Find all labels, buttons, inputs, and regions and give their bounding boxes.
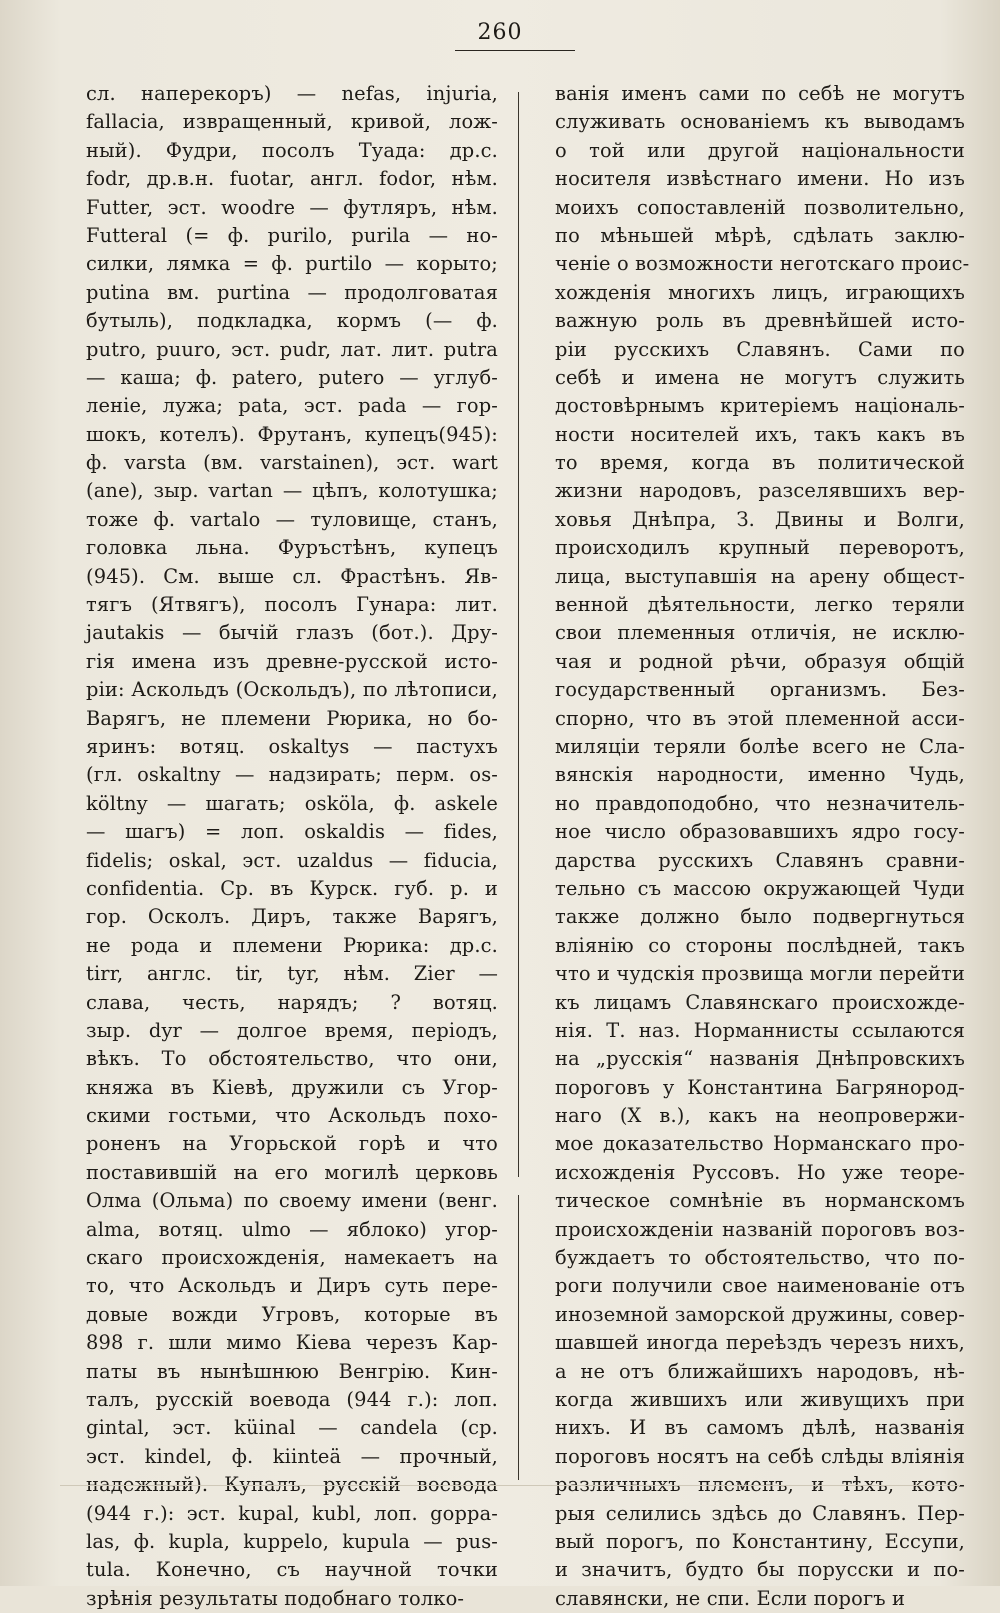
text-line: ф. varsta (вм. varstainen), эст. wart [86,451,498,475]
text-line: — шагъ) = лоп. oskaldis — fides, [86,820,498,844]
text-line: также должно было подвергнуться [555,905,965,929]
text-line: но правдоподобно, что незначитель- [555,791,965,815]
text-line: сл. наперекоръ) — nefas, injuria, [86,82,498,105]
text-line: а не отъ ближайшихъ народовъ, нѣ- [555,1359,965,1383]
text-line: зрѣнія результаты подобнаго толко- [86,1586,465,1610]
text-line: буждаетъ то обстоятельство, что по- [555,1246,965,1270]
text-line: шавшей иногда переѣздъ черезъ нихъ, [555,1331,965,1355]
text-line: по мѣньшей мѣрѣ, сдѣлать заклю- [555,223,965,247]
text-line: носителя извѣстнаго имени. Но изъ [555,167,965,191]
text-line: gintal, эст. küinal — candela (ср. [86,1416,498,1440]
text-line: рыя селились здѣсь до Славянъ. Пер- [555,1501,965,1525]
text-line: Олма (Ольма) по своему имени (венг. [86,1189,498,1213]
text-line: (гл. oskaltny — надзирать; перм. os- [86,763,498,787]
text-line: вѣкъ. То обстоятельство, что они, [86,1047,498,1071]
bottom-rule [60,1485,960,1486]
header-rule [455,50,575,51]
text-line: тельно съ массою окружающей Чуди [555,876,965,900]
text-line: довые вожди Угровъ, которые въ [86,1302,498,1326]
text-line: и значитъ, будто бы порусски и по- [555,1558,965,1582]
text-line: то время, когда въ политической [555,451,965,475]
text-line: гор. Осколъ. Диръ, также Варягъ, [86,905,498,929]
text-line: költny — шагать; osköla, ф. askele [86,791,498,815]
text-line: fallacia, извращенный, кривой, лож- [86,110,498,134]
text-line: когда жившихъ или живущихъ при [555,1387,965,1411]
text-line: вянскія народности, именно Чудь, [555,763,965,787]
text-line: зыр. dyr — долгое время, періодъ, [86,1018,498,1042]
text-line: мое доказательство Норманскаго про- [555,1132,965,1156]
text-line: лица, выступавшія на арену общест- [555,564,965,588]
text-line: достовѣрнымъ критеріемъ національ- [555,394,965,418]
text-line: славянски, не спи. Если порогъ и [555,1586,906,1610]
text-line: нихъ. И въ самомъ дѣлѣ, названія [555,1416,965,1440]
text-line: tula. Конечно, съ научной точки [86,1558,498,1582]
text-line: jautakis — бычій глазъ (бот.). Дру- [86,621,498,645]
text-line: служивать основаніемъ къ выводамъ [555,110,965,134]
text-line: confidentia. Ср. въ Курск. губ. р. и [86,876,498,900]
text-line: поставившій на его могилѣ церковь [86,1160,498,1184]
text-line: вліянію со стороны послѣдней, такъ [555,933,965,957]
text-line: tirr, англс. tir, tyr, нѣм. Zier — [86,962,498,986]
text-line: скаго происхожденія, намекаетъ на [86,1246,498,1270]
text-line: паты въ нынѣшнюю Венгрію. Кин- [86,1359,498,1383]
text-line: роненъ на Угорьской горѣ и что [86,1132,498,1156]
text-line: иноземной заморской дружины, совер- [555,1302,965,1326]
text-line: putro, puuro, эст. pudr, лат. лит. putra [86,337,498,361]
text-line: (944 г.): эст. kupal, kubl, лоп. goppa- [86,1501,498,1525]
text-line: putina вм. purtina — продолговатая [86,280,498,304]
text-line: то, что Аскольдъ и Диръ суть пере- [86,1274,498,1298]
text-line: (ane), зыр. vartan — цѣпъ, колотушка; [86,479,498,503]
text-line: надежный). Купалъ, русскій воевода [86,1473,498,1497]
text-line: пороговъ носятъ на себѣ слѣды вліянія [555,1444,965,1468]
text-line: себѣ и имена не могутъ служить [555,365,965,389]
text-line: тягъ (Ятвягъ), посолъ Гунара: лит. [86,593,498,617]
text-line: Futter, эст. woodre — футляръ, нѣм. [86,195,498,219]
text-line: княжа въ Кіевѣ, дружили съ Угор- [86,1075,498,1099]
text-line: происходилъ крупный переворотъ, [555,536,965,560]
text-line: жизни народовъ, разселявшихъ вер- [555,479,965,503]
text-line: свои племенныя отличія, не исклю- [555,621,965,645]
text-line: тоже ф. vartalo — туловище, станъ, [86,507,498,531]
text-line: происхожденіи названій пороговъ воз- [555,1217,965,1241]
text-line: fodr, др.в.н. fuotar, англ. fodor, нѣм. [86,167,498,191]
text-line: вый порогъ, по Константину, Ессупи, [555,1529,965,1553]
text-line: государственный организмъ. Без- [555,678,965,702]
text-line: ности носителей ихъ, такъ какъ въ [555,422,965,446]
text-line: не рода и племени Рюрика: др.с. [86,933,498,957]
text-line: наго (X в.), какъ на неопровержи- [555,1104,965,1128]
text-line: Варягъ, не племени Рюрика, но бо- [86,706,498,730]
text-line: Futteral (= ф. purilo, purila — но- [86,223,498,247]
text-line: важную роль въ древнѣйшей исто- [555,309,965,333]
text-line: бутыль), подкладка, кормъ (— ф. [86,309,498,333]
text-line: роги получили свое наименованіе отъ [555,1274,965,1298]
text-line: 898 г. шли мимо Кіева черезъ Кар- [86,1331,498,1355]
text-line: гія имена изъ древне-русской исто- [86,649,498,673]
text-line: пороговъ у Константина Багрянород- [555,1075,965,1099]
text-line: alma, вотяц. ulmo — яблоко) угор- [86,1217,498,1241]
text-line: эст. kindel, ф. kiinteä — прочный, [86,1444,498,1468]
text-line: силки, лямка = ф. purtilo — корыто; [86,252,498,276]
text-line: что и чудскія прозвища могли перейти [555,962,965,986]
text-line: ванія именъ сами по себѣ не могутъ [555,82,965,105]
text-line: ченіе о возможности неготскаго проис- [555,252,970,276]
text-line: ный). Фудри, посолъ Туада: др.с. [86,138,498,162]
page-number: 260 [477,20,523,45]
text-line: моихъ сопоставленій позволительно, [555,195,965,219]
text-line: исхожденія Руссовъ. Но уже теоре- [555,1160,965,1184]
text-line: ное число образовавшихъ ядро госу- [555,820,965,844]
text-line: спорно, что въ этой племенной асси- [555,706,965,730]
text-line: головка льна. Фуръстѣнъ, купецъ [86,536,498,560]
right-column [555,80,970,1610]
column-divider-upper [518,92,519,1177]
text-line: чая и родной рѣчи, образуя общій [555,649,965,673]
text-line: различныхъ племенъ, и тѣхъ, кото- [555,1473,965,1497]
text-line: о той или другой національности [555,138,965,162]
text-line: — каша; ф. patero, putero — углуб- [86,365,498,389]
text-line: слава, честь, нарядъ; ? вотяц. [86,990,498,1014]
text-line: яринъ: вотяц. oskaltys — пастухъ [86,734,498,758]
text-line: ховья Днѣпра, З. Двины и Волги, [555,507,965,531]
text-line: леніе, лужа; pata, эст. pada — гор- [86,394,498,418]
text-line: талъ, русскій воевода (944 г.): лоп. [86,1387,498,1411]
text-line: ріи русскихъ Славянъ. Сами по [555,337,965,361]
text-line: на „русскія“ названія Днѣпровскихъ [555,1047,965,1071]
text-line: дарства русскихъ Славянъ сравни- [555,848,965,872]
text-line: нія. Т. наз. Норманнисты ссылаются [555,1018,965,1042]
text-line: тическое сомнѣніе въ норманскомъ [555,1189,965,1213]
text-line: венной дѣятельности, легко теряли [555,593,965,617]
text-line: las, ф. kupla, kuppelo, kupula — pus- [86,1529,498,1553]
text-line: скими гостьми, что Аскольдъ похо- [86,1104,498,1128]
text-line: миляціи теряли болѣе всего не Сла- [555,734,965,758]
left-column [86,80,498,1610]
text-line: шокъ, котелъ). Фрутанъ, купецъ(945): [86,422,498,446]
text-line: fidelis; oskal, эст. uzaldus — fiducia, [86,848,498,872]
text-line: хожденія многихъ лицъ, играющихъ [555,280,965,304]
column-divider-lower [518,1195,519,1480]
text-line: къ лицамъ Славянскаго происхожде- [555,990,965,1014]
text-line: ріи: Аскольдъ (Оскольдъ), по лѣтописи, [86,678,498,702]
text-line: (945). См. выше сл. Фрастѣнъ. Яв- [86,564,498,588]
